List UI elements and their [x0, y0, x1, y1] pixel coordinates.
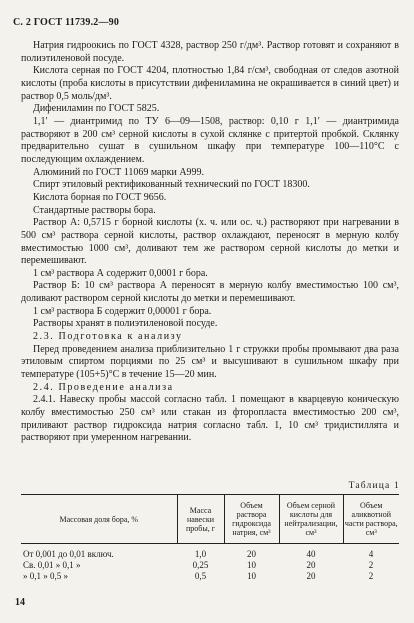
- table-header-cell: Объем аликвотной части раствора, см³: [343, 495, 399, 544]
- table-cell: 20: [306, 571, 316, 581]
- paragraph-preparation: Перед проведением анализа приблизительно 1 г стружки пробы промывают два раза этиловым спиртом порциями по 25 см³ и высушивают в сушильном шкафу при температуре (105+5)°С в течение 15—20 мин.: [21, 343, 399, 381]
- table-cell: 4: [368, 549, 374, 559]
- table-cell: 20: [247, 549, 256, 559]
- table-cell: 10: [247, 560, 256, 570]
- table-cell: 2: [368, 571, 374, 581]
- section-heading-analysis: 2.4. Проведение анализа: [33, 381, 174, 393]
- table-cell: 0,25: [192, 560, 209, 570]
- table-header-cell: Массовая доля бора, %: [21, 495, 177, 544]
- paragraph-solution-b-content: 1 см³ раствора Б содержит 0,00001 г бора.: [33, 305, 212, 317]
- paragraph-solution-a: Раствор А: 0,5715 г борной кислоты (х. ч. или ос. ч.) растворяют при нагревании в 500 см³ раствора серной кислоты, раствор охлаждают, переносят в мерную колбу вместимостью 1000 см³, доливают тем же раствором серной кислоты до метки и перемешивают.: [21, 217, 399, 267]
- page-number: 14: [15, 597, 25, 608]
- table-caption: Таблица 1: [348, 481, 400, 491]
- paragraph-sodium-hydroxide: Натрия гидроокись по ГОСТ 4328, раствор 250 г/дм³. Раствор готовят и сохраняют в полиэтиленовой посуде.: [21, 40, 399, 64]
- table-header-cell: Масса навески пробы, г: [177, 495, 224, 544]
- table-cell: 10: [247, 571, 256, 581]
- paragraph-storage: Растворы хранят в полиэтиленовой посуде.: [33, 318, 218, 330]
- paragraph-solution-a-content: 1 см³ раствора А содержит 0,0001 г бора.: [33, 267, 208, 279]
- paragraph-ethanol: Спирт этиловый ректификованный технический по ГОСТ 18300.: [33, 179, 310, 191]
- table-header-row: [21, 495, 399, 544]
- table-cell: Св. 0,01 » 0,1 »: [23, 560, 81, 570]
- table-cell: 2: [368, 560, 374, 570]
- table-cell: 0,5: [194, 571, 207, 581]
- table-cell: 20: [306, 560, 316, 570]
- table-row: [21, 560, 399, 571]
- paragraph-boric-acid: Кислота борная по ГОСТ 9656.: [33, 191, 167, 203]
- paragraph-standard-solutions: Стандартные растворы бора.: [33, 204, 156, 216]
- paragraph-solution-b: Раствор Б: 10 см³ раствора А переносят в мерную колбу вместимостью 100 см³, доливают раствором серной кислоты до метки и перемешивают.: [21, 280, 399, 305]
- body-text: [21, 40, 399, 445]
- table-cell: От 0,001 до 0,01 включ.: [23, 549, 114, 559]
- table-1: [21, 494, 399, 582]
- table-cell: » 0,1 » 0,5 »: [23, 571, 68, 581]
- paragraph-sulfuric-acid: Кислота серная по ГОСТ 4204, плотностью 1,84 г/см³, свободная от следов азотной кислоты (проба кислоты в присутствии дифениламина не окрашивается в синий цвет) и раствор 0,5 моль/дм³.: [21, 65, 399, 102]
- page-header: С. 2 ГОСТ 11739.2—90: [13, 17, 120, 28]
- table-cell: 1,0: [194, 549, 207, 559]
- paragraph-analysis-procedure: 2.4.1. Навеску пробы массой согласно табл. 1 помещают в кварцевую коническую колбу вместимостью 250 см³ или стакан из фторопласта вместимостью 200 см³, приливают раствор гидроксида натрия согласно табл. 1, 10 см³ тридистиллята и растворяют при умеренном нагревании.: [21, 394, 399, 444]
- paragraph-dianthrimide: 1,1′ — диантримид по ТУ 6—09—1508, раствор: 0,10 г 1,1′ — диантримида растворяют в 200 см³ серной кислоты в сухой склянке с притертой пробкой. Склянку предварительно сушат в сушильном шкафу при температуре 100—110°С с последующим охлаждением.: [21, 115, 399, 165]
- table-row: [21, 549, 399, 560]
- section-heading-preparation: 2.3. Подготовка к анализу: [33, 331, 183, 343]
- paragraph-diphenylamine: Дифениламин по ГОСТ 5825.: [33, 103, 160, 115]
- table-cell: 40: [306, 549, 316, 559]
- paragraph-aluminium: Алюминий по ГОСТ 11069 марки А999.: [33, 166, 205, 178]
- table-row: [21, 571, 399, 582]
- table-header-cell: Объем серной кислоты для нейтрализации, см³: [279, 495, 343, 544]
- table-header-cell: Объем раствора гидроксида натрия, см³: [224, 495, 279, 544]
